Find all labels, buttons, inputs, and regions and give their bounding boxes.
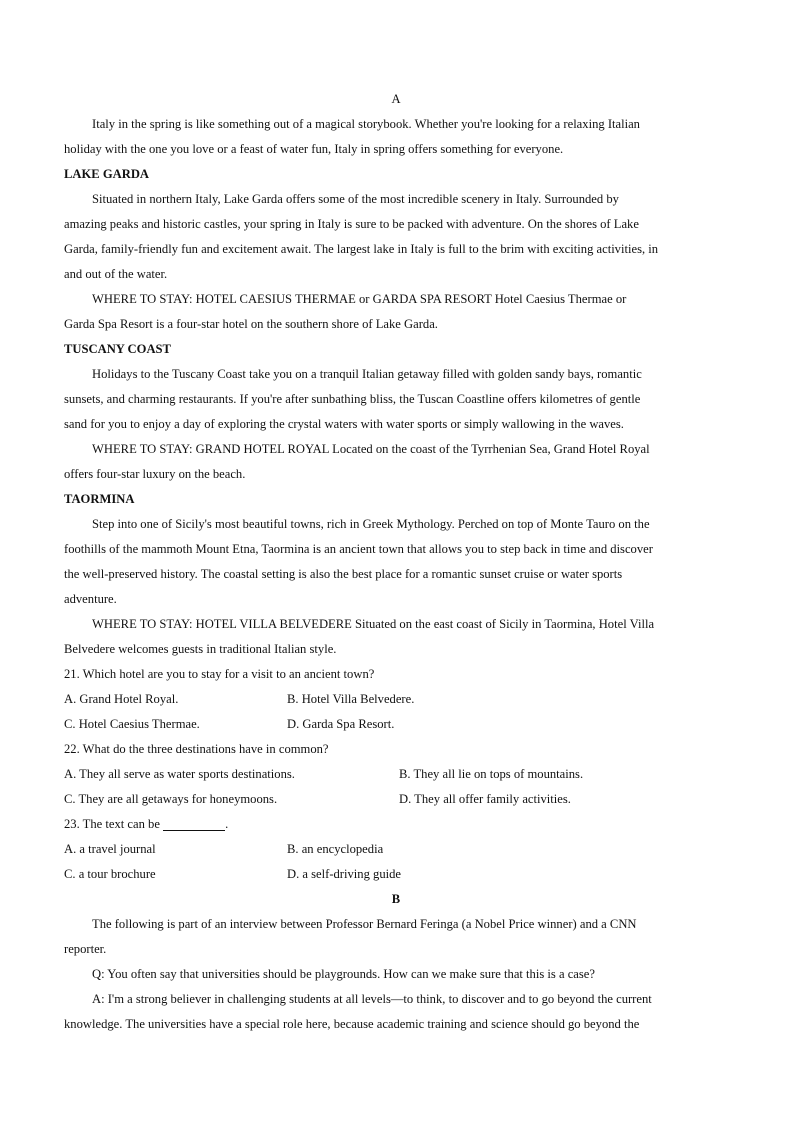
paragraph-line: the well-preserved history. The coastal setting is also the best place for a romantic sunset cruise or water sports [64, 567, 623, 581]
option-c[interactable]: C. a tour brochure [64, 867, 156, 881]
option-c[interactable]: C. They are all getaways for honeymoons. [64, 792, 278, 806]
paragraph-line: amazing peaks and historic castles, your spring in Italy is sure to be packed with adventure. On the shores of Lake [64, 217, 639, 231]
paragraph-line: foothills of the mammoth Mount Etna, Taormina is an ancient town that allows you to step back in time and discover [64, 542, 653, 556]
option-a[interactable]: A. Grand Hotel Royal. [64, 692, 179, 706]
option-c[interactable]: C. Hotel Caesius Thermae. [64, 717, 200, 731]
interview-answer-line: A: I'm a strong believer in challenging students at all levels—to think, to discover and to go beyond the current [92, 992, 652, 1006]
paragraph-line: sand for you to enjoy a day of exploring the crystal waters with water sports or simply wallowing in the waves. [64, 417, 624, 431]
option-b[interactable]: B. Hotel Villa Belvedere. [287, 692, 415, 706]
answer-blank[interactable] [163, 816, 225, 831]
option-row [64, 837, 728, 862]
question-stem: 22. What do the three destinations have in common? [64, 742, 329, 756]
question-stem [64, 812, 728, 837]
paragraph-line: reporter. [64, 942, 107, 956]
option-row [64, 862, 728, 887]
option-row [64, 712, 728, 737]
intro-line: holiday with the one you love or a feast of water fun, Italy in spring offers something for everyone. [64, 142, 564, 156]
exam-page [64, 87, 728, 1037]
option-row [64, 687, 728, 712]
section-b-label: B [391, 892, 401, 906]
paragraph-line: Step into one of Sicily's most beautiful towns, rich in Greek Mythology. Perched on top of Monte Tauro on the [92, 517, 650, 531]
option-row [64, 762, 728, 787]
question-stem: 21. Which hotel are you to stay for a visit to an ancient town? [64, 667, 375, 681]
where-to-stay-line: Garda Spa Resort is a four-star hotel on the southern shore of Lake Garda. [64, 317, 438, 331]
paragraph-line: The following is part of an interview between Professor Bernard Feringa (a Nobel Price winner) and a CNN [92, 917, 637, 931]
option-d[interactable]: D. Garda Spa Resort. [287, 717, 395, 731]
paragraph-line: sunsets, and charming restaurants. If you're after sunbathing bliss, the Tuscan Coastline offers kilometres of gentle [64, 392, 641, 406]
where-to-stay-line: WHERE TO STAY: HOTEL CAESIUS THERMAE or GARDA SPA RESORT Hotel Caesius Thermae or [92, 292, 627, 306]
paragraph-line: Holidays to the Tuscany Coast take you on a tranquil Italian getaway filled with golden sandy bays, romantic [92, 367, 642, 381]
option-d[interactable]: D. a self-driving guide [287, 867, 402, 881]
heading-lake-garda: LAKE GARDA [64, 167, 150, 181]
interview-question: Q: You often say that universities should be playgrounds. How can we make sure that this is a case? [92, 967, 595, 981]
option-b[interactable]: B. an encyclopedia [287, 842, 384, 856]
question-stem-text: 23. The text can be [64, 817, 160, 831]
option-b[interactable]: B. They all lie on tops of mountains. [399, 767, 584, 781]
option-a[interactable]: A. They all serve as water sports destinations. [64, 767, 295, 781]
question-stem-end: . [225, 817, 229, 831]
where-to-stay-line: Belvedere welcomes guests in traditional Italian style. [64, 642, 337, 656]
where-to-stay-line: offers four-star luxury on the beach. [64, 467, 246, 481]
paragraph-line: Garda, family-friendly fun and excitement await. The largest lake in Italy is full to the brim with exciting activities, in [64, 242, 659, 256]
section-a-label: A [391, 92, 401, 106]
heading-taormina: TAORMINA [64, 492, 135, 506]
paragraph-line: and out of the water. [64, 267, 168, 281]
option-d[interactable]: D. They all offer family activities. [399, 792, 571, 806]
paragraph-line: adventure. [64, 592, 117, 606]
option-a[interactable]: A. a travel journal [64, 842, 156, 856]
heading-tuscany-coast: TUSCANY COAST [64, 342, 171, 356]
where-to-stay-line: WHERE TO STAY: HOTEL VILLA BELVEDERE Situated on the east coast of Sicily in Taormina, Hotel Villa [92, 617, 655, 631]
interview-answer-line: knowledge. The universities have a special role here, because academic training and science should go beyond the [64, 1017, 640, 1031]
option-row [64, 787, 728, 812]
where-to-stay-line: WHERE TO STAY: GRAND HOTEL ROYAL Located on the coast of the Tyrrhenian Sea, Grand Hotel Royal [92, 442, 650, 456]
paragraph-line: Situated in northern Italy, Lake Garda offers some of the most incredible scenery in Italy. Surrounded by [92, 192, 619, 206]
intro-line: Italy in the spring is like something out of a magical storybook. Whether you're looking for a relaxing Italian [92, 117, 640, 131]
